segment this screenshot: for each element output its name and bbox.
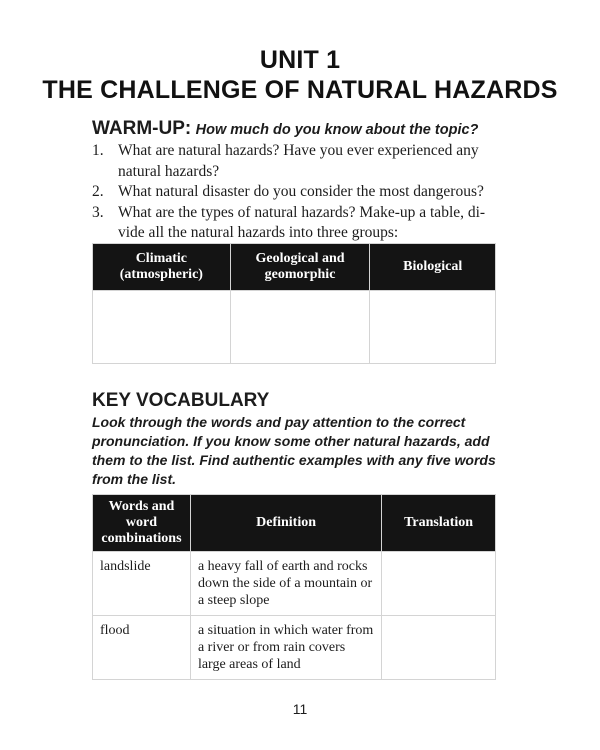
question-item <box>92 141 502 182</box>
translation-cell[interactable] <box>382 552 496 616</box>
vocabulary-table <box>92 494 496 680</box>
table-row <box>93 616 496 680</box>
question-text: What natural disaster do you consider the most dangerous? <box>118 183 484 200</box>
word-cell: flood <box>93 616 191 680</box>
warm-up-question: How much do you know about the topic? <box>195 122 479 138</box>
question-item <box>92 182 502 203</box>
definition-cell: a situation in which water from a river or from rain covers large areas of land <box>190 616 381 680</box>
word-cell: landslide <box>93 552 191 616</box>
translation-cell[interactable] <box>382 616 496 680</box>
column-header-translation: Translation <box>382 495 496 552</box>
unit-number: UNIT 1 <box>259 46 341 74</box>
column-header-geological: Geological and geomorphic <box>230 244 370 291</box>
warm-up-heading <box>92 118 478 140</box>
column-header-definition: Definition <box>190 495 381 552</box>
warm-up-questions <box>92 141 502 244</box>
unit-title: THE CHALLENGE OF NATURAL HAZARDS <box>42 76 558 104</box>
question-text: What are the types of natural hazards? Make-up a table, di-vide all the natural hazards into three groups: <box>118 203 486 241</box>
column-header-climatic: Climatic (atmospheric) <box>93 244 231 291</box>
page-number: 11 <box>292 701 308 717</box>
key-vocabulary-instructions: Look through the words and pay attention to the correct pronunciation. If you know some other natural hazards, add them to the list. Find authentic examples with any five words from the list. <box>92 414 496 487</box>
question-text: What are natural hazards? Have you ever experienced any natural hazards? <box>118 142 479 180</box>
table-header-row <box>93 495 496 552</box>
key-vocabulary-heading: KEY VOCABULARY <box>92 390 270 411</box>
hazard-types-table <box>92 243 496 364</box>
empty-cell[interactable] <box>370 291 496 364</box>
question-number: 1. <box>92 142 104 159</box>
empty-cell[interactable] <box>230 291 370 364</box>
table-header-row <box>93 244 496 291</box>
warm-up-label: WARM-UP: <box>92 118 192 139</box>
column-header-words: Words and word combinations <box>93 495 191 552</box>
column-header-biological: Biological <box>370 244 496 291</box>
table-row <box>93 291 496 364</box>
table-row <box>93 552 496 616</box>
empty-cell[interactable] <box>93 291 231 364</box>
definition-cell: a heavy fall of earth and rocks down the side of a mountain or a steep slope <box>190 552 381 616</box>
question-item <box>92 203 502 244</box>
question-number: 2. <box>92 183 104 200</box>
question-number: 3. <box>92 203 104 221</box>
